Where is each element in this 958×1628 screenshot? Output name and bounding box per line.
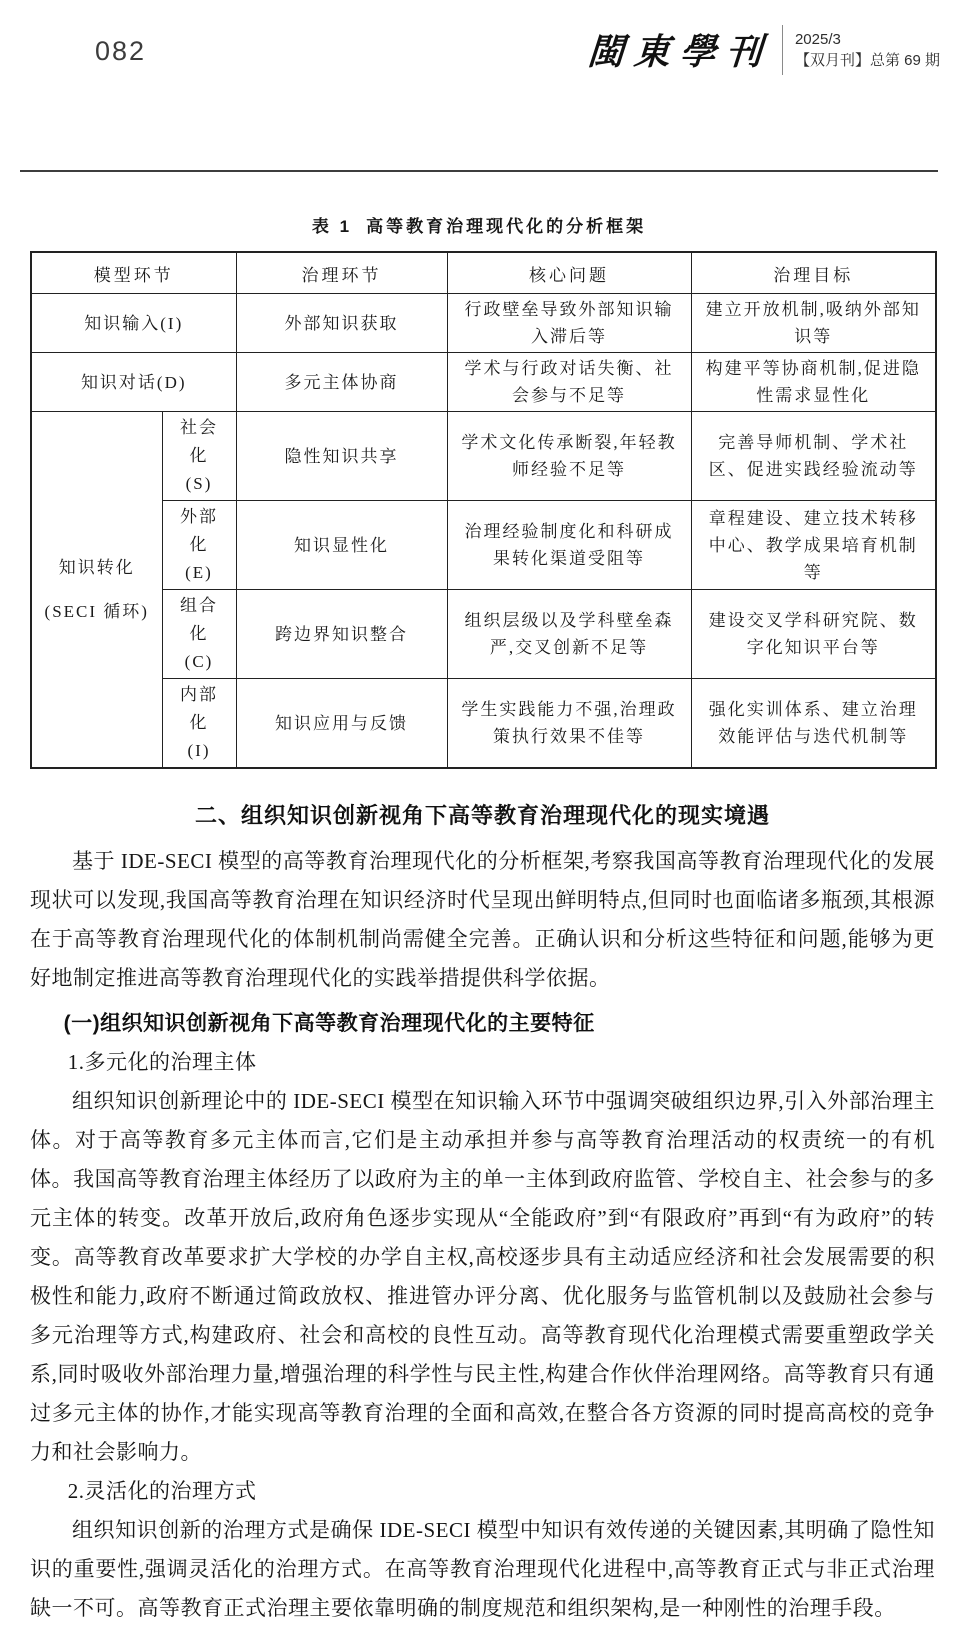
page-header xyxy=(0,0,958,170)
cell-governance: 知识应用与反馈 xyxy=(236,679,447,769)
table-row xyxy=(31,353,936,412)
numbered-point: 1.多元化的治理主体 xyxy=(67,1050,257,1074)
table-row xyxy=(31,590,936,679)
paragraph: 组织知识创新的治理方式是确保 IDE-SECI 模型中知识有效传递的关键因素,其明确了隐性知识的重要性,强调灵活化的治理方式。在高等教育治理现代化进程中,高等教育正式与非正式治理缺一不可。高等教育正式治理主要依靠明确的制度规范和组织架构,是一种刚性的治理手段。 xyxy=(30,1518,935,1620)
paragraph: 组织知识创新理论中的 IDE-SECI 模型在知识输入环节中强调突破组织边界,引入外部治理主体。对于高等教育多元主体而言,它们是主动承担并参与高等教育治理活动的权责统一的有机体。我国高等教育治理主体经历了以政府为主的单一主体到政府监管、学校自主、社会参与的多元主体的转变。改革开放后,政府角色逐步实现从“全能政府”到“有限政府”再到“有为政府”的转变。高等教育改革要求扩大学校的办学自主权,高校逐步具有主动适应经济和社会发展需要的积极性和能力,政府不断通过简政放权、推进管办评分离、优化服务与监管机制以及鼓励社会参与多元治理等方式,构建政府、社会和高校的良性互动。高等教育现代化治理模式需要重塑政学关系,同时吸收外部治理力量,增强治理的科学性与民主性,构建合作伙伴治理网络。高等教育只有通过多元主体的协作,才能实现高等教育治理的全面和高效,在整合各方资源的同时提高高校的竞争力和社会影响力。 xyxy=(30,1089,935,1464)
cell-problem: 学术与行政对话失衡、社会参与不足等 xyxy=(447,353,691,412)
cell-seci-stage xyxy=(162,501,236,590)
seci-stage-code: (I) xyxy=(187,741,211,760)
table-header-row xyxy=(31,252,936,294)
cell-governance: 隐性知识共享 xyxy=(236,412,447,501)
table-row xyxy=(31,412,936,501)
cell-problem: 学生实践能力不强,治理政策执行效果不佳等 xyxy=(447,679,691,769)
cell-problem: 组织层级以及学科壁垒森严,交叉创新不足等 xyxy=(447,590,691,679)
cell-model: 知识输入(I) xyxy=(31,294,236,353)
cell-goal: 构建平等协商机制,促进隐性需求显性化 xyxy=(691,353,936,412)
article-body xyxy=(30,799,935,1628)
seci-stage-name: 社会化 xyxy=(180,418,218,465)
table-caption xyxy=(0,212,958,237)
seci-stage-code: (E) xyxy=(185,563,213,582)
paragraph: 基于 IDE-SECI 模型的高等教育治理现代化的分析框架,考察我国高等教育治理现代化的发展现状可以发现,我国高等教育治理在知识经济时代呈现出鲜明特点,但同时也面临诸多瓶颈,其根源在于高等教育治理现代化的体制机制尚需健全完善。正确认识和分析这些特征和问题,能够为更好地制定推进高等教育治理现代化的实践举措提供科学依据。 xyxy=(30,849,935,990)
seci-stage-name: 组合化 xyxy=(180,596,218,643)
cell-seci-stage xyxy=(162,590,236,679)
seci-stage-name: 外部化 xyxy=(180,507,218,554)
header-rule xyxy=(20,170,938,172)
cell-seci-stage xyxy=(162,679,236,769)
table-row xyxy=(31,679,936,769)
cell-governance: 多元主体协商 xyxy=(236,353,447,412)
table-caption-number: 表 1 xyxy=(311,217,353,236)
cell-goal: 完善导师机制、学术社区、促进实践经验流动等 xyxy=(691,412,936,501)
column-header-goal: 治理目标 xyxy=(691,252,936,294)
cell-problem: 治理经验制度化和科研成果转化渠道受阻等 xyxy=(447,501,691,590)
column-header-governance: 治理环节 xyxy=(236,252,447,294)
cell-governance: 知识显性化 xyxy=(236,501,447,590)
column-header-problem: 核心问题 xyxy=(447,252,691,294)
cell-governance: 跨边界知识整合 xyxy=(236,590,447,679)
cell-goal: 章程建设、建立技术转移中心、教学成果培育机制等 xyxy=(691,501,936,590)
journal-name: 閩東學刊 xyxy=(586,32,774,72)
masthead-divider xyxy=(782,25,783,75)
cell-goal: 建立开放机制,吸纳外部知识等 xyxy=(691,294,936,353)
table-caption-title: 高等教育治理现代化的分析框架 xyxy=(366,217,647,236)
numbered-point: 2.灵活化的治理方式 xyxy=(67,1479,257,1503)
cell-seci-stage xyxy=(162,412,236,501)
cell-model: 知识对话(D) xyxy=(31,353,236,412)
issue-volume: 2025/3 xyxy=(794,30,841,48)
journal-issue-info xyxy=(795,29,940,71)
cell-seci-group-label xyxy=(31,412,162,769)
column-header-model: 模型环节 xyxy=(31,252,236,294)
analysis-framework-table xyxy=(30,251,937,769)
seci-stage-name: 内部化 xyxy=(180,685,218,732)
issue-number: 【双月刊】总第 69 期 xyxy=(794,51,940,69)
seci-label-line2: (SECI 循环) xyxy=(44,601,149,621)
cell-governance: 外部知识获取 xyxy=(236,294,447,353)
cell-problem: 学术文化传承断裂,年轻教师经验不足等 xyxy=(447,412,691,501)
cell-goal: 强化实训体系、建立治理效能评估与迭代机制等 xyxy=(691,679,936,769)
seci-stage-code: (C) xyxy=(184,652,214,671)
cell-goal: 建设交叉学科研究院、数字化知识平台等 xyxy=(691,590,936,679)
seci-stage-code: (S) xyxy=(185,474,213,493)
cell-problem: 行政壁垒导致外部知识输入滞后等 xyxy=(447,294,691,353)
page-number: 082 xyxy=(95,36,147,66)
table-row xyxy=(31,294,936,353)
seci-label-line1: 知识转化 xyxy=(58,557,135,577)
journal-masthead xyxy=(588,24,940,75)
sub-heading: (一)组织知识创新视角下高等教育治理现代化的主要特征 xyxy=(63,1012,595,1035)
table-row xyxy=(31,501,936,590)
section-heading: 二、组织知识创新视角下高等教育治理现代化的现实境遇 xyxy=(194,803,770,828)
